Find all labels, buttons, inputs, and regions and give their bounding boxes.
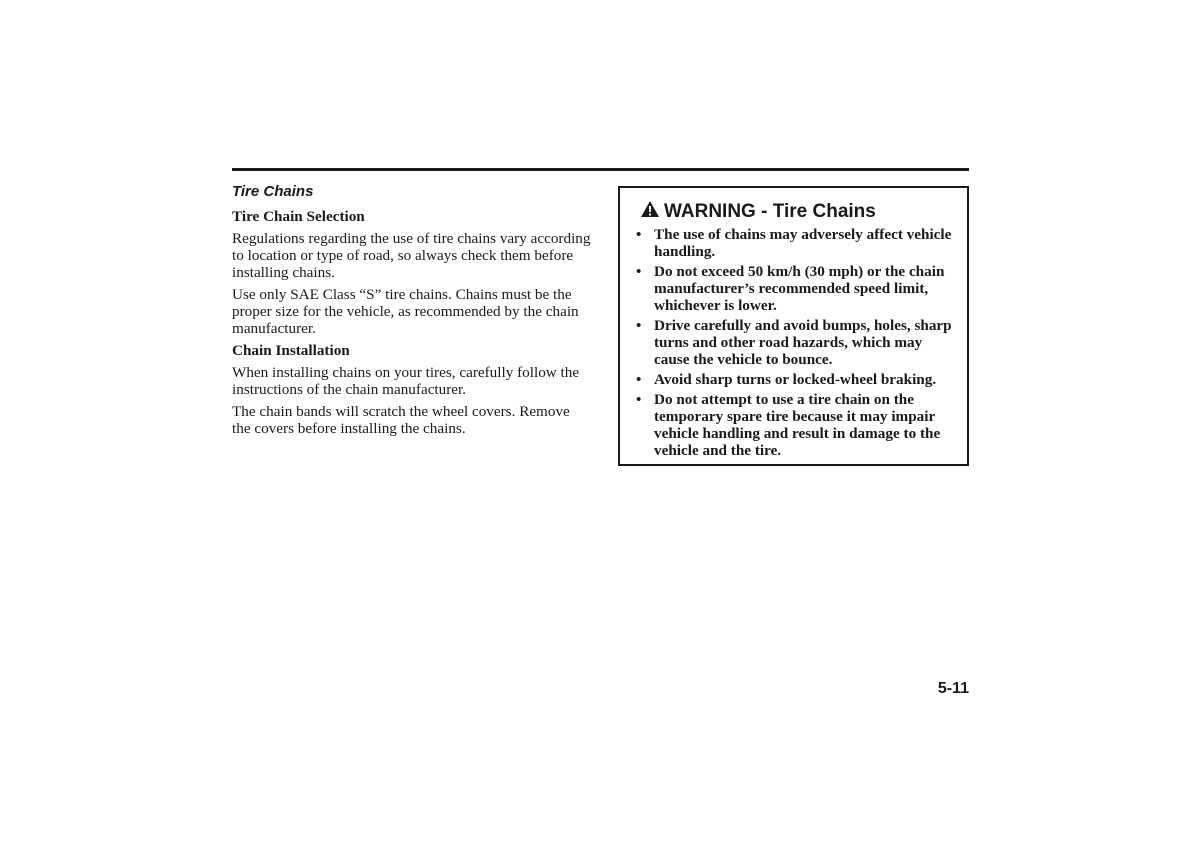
section-title: Tire Chains bbox=[232, 183, 314, 200]
warning-heading bbox=[640, 200, 876, 224]
warning-item: • Drive carefully and avoid bumps, holes, sharp turns and other road hazards, which may cause the vehicle to bounce. bbox=[634, 317, 960, 368]
left-column bbox=[232, 183, 592, 442]
warning-title: WARNING - Tire Chains bbox=[664, 201, 876, 222]
warning-item: • The use of chains may adversely affect vehicle handling. bbox=[634, 226, 960, 260]
warning-item: • Avoid sharp turns or locked-wheel braking. bbox=[634, 371, 960, 388]
installation-paragraph-2: The chain bands will scratch the wheel covers. Remove the covers before installing the chains. bbox=[232, 403, 570, 437]
warning-box bbox=[618, 186, 969, 466]
installation-paragraph-1: When installing chains on your tires, carefully follow the instructions of the chain manufacturer. bbox=[232, 364, 580, 398]
page-number: 5-11 bbox=[937, 680, 969, 697]
selection-paragraph-1: Regulations regarding the use of tire chains vary according to location or type of road, so always check them before installing chains. bbox=[232, 230, 591, 281]
selection-heading: Tire Chain Selection bbox=[232, 208, 365, 225]
warning-item: • Do not exceed 50 km/h (30 mph) or the chain manufacturer’s recommended speed limit, whichever is lower. bbox=[634, 263, 960, 314]
warning-item: • Do not attempt to use a tire chain on the temporary spare tire because it may impair vehicle handling and result in damage to the vehicle and the tire. bbox=[634, 391, 960, 459]
warning-triangle-icon bbox=[640, 200, 660, 224]
top-rule bbox=[232, 168, 969, 171]
warning-list bbox=[634, 226, 960, 462]
installation-heading: Chain Installation bbox=[232, 342, 350, 359]
selection-paragraph-2: Use only SAE Class “S” tire chains. Chains must be the proper size for the vehicle, as recommended by the chain manufacturer. bbox=[232, 286, 579, 337]
